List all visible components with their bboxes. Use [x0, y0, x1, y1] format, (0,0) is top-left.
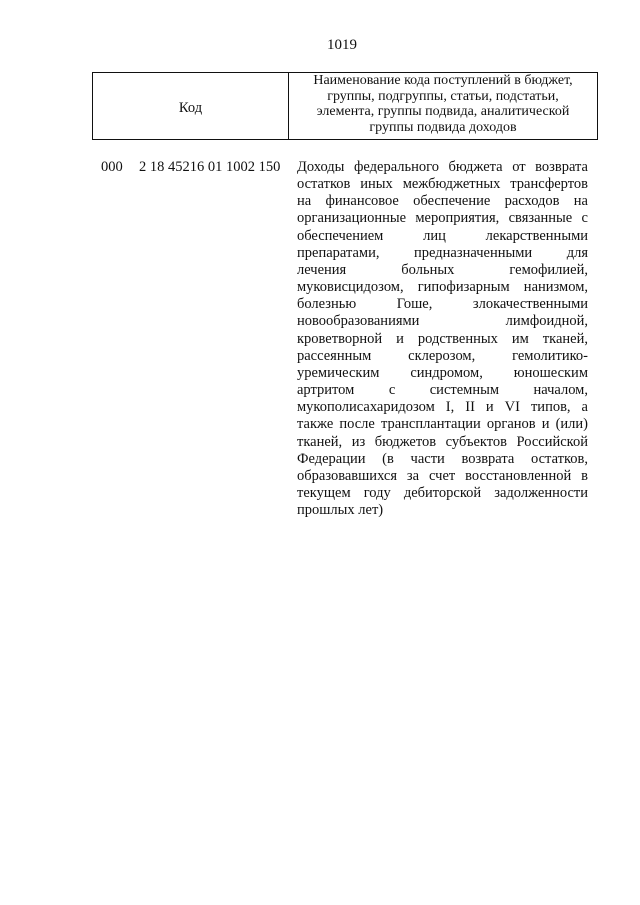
description-line: новообразованиями лимфоидной,	[297, 313, 588, 330]
header-name-line: элемента, группы подвида, аналитической	[316, 104, 570, 119]
description-line: также после трансплантации органов и (или)	[297, 416, 588, 433]
description-line: Доходы федерального бюджета от возврата	[297, 159, 588, 175]
description-line: рассеянным склерозом, гемолитико-	[297, 347, 588, 364]
code-prefix: 000	[101, 159, 123, 175]
description-line: лечения больных гемофилией,	[297, 261, 588, 278]
description-line: прошлых лет)	[297, 502, 384, 519]
code-value: 2 18 45216 01 1002 150	[139, 159, 281, 175]
row-code-cell	[101, 159, 280, 176]
description-line: обеспечением лиц лекарственными	[297, 227, 588, 244]
header-name-line: группы, подгруппы, статьи, подстатьи,	[327, 88, 559, 104]
description-line: Федерации (в части возврата остатков,	[297, 450, 588, 467]
table-header	[92, 72, 598, 140]
description-line: текущем году дебиторской задолженности	[297, 484, 588, 501]
header-name-cell	[289, 73, 597, 139]
header-name-line: Наименование кода поступлений в бюджет,	[313, 73, 573, 88]
description-line: артритом с системным началом,	[297, 382, 588, 399]
description-line: организационные мероприятия, связанные с	[297, 210, 588, 227]
description-line: тканей, из бюджетов субъектов Российской	[297, 433, 588, 450]
description-line: образовавшихся за счет восстановленной в	[297, 467, 588, 484]
description-line: муковисцидозом, гипофизарным нанизмом,	[297, 279, 588, 296]
row-description-cell	[297, 159, 588, 519]
description-line: препаратами, предназначенными для	[297, 244, 588, 261]
page-number: 1019	[327, 37, 357, 53]
description-line: уремическим синдромом, юношеским	[297, 364, 588, 381]
description-line: болезнью Гоше, злокачественными	[297, 296, 588, 313]
description-line: остатков иных межбюджетных трансфертов	[297, 176, 588, 193]
description-line: кроветворной и родственных им тканей,	[297, 330, 588, 347]
description-line: на финансовое обеспечение расходов на	[297, 193, 588, 210]
description-line: мукополисахаридозом I, II и VI типов, а	[297, 399, 588, 416]
header-name-line: группы подвида доходов	[369, 119, 517, 135]
header-code-cell: Код	[93, 73, 289, 139]
